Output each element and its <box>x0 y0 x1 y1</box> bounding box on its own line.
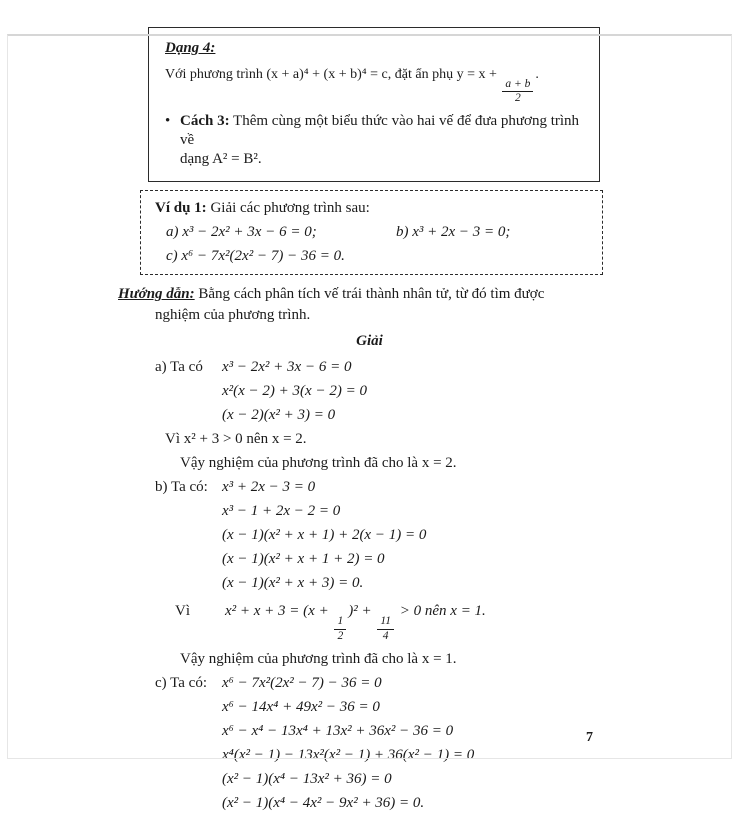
cach3-text: Thêm cùng một biểu thức vào hai vế để đưa phương trình về <box>180 113 580 149</box>
solution-c-eq-0: x⁶ − 7x²(2x² − 7) − 36 = 0 <box>222 674 382 691</box>
fraction-numerator: 1 <box>334 615 346 629</box>
solution-c-eq-4: (x² − 1)(x⁴ − 13x² + 36) = 0 <box>222 770 392 787</box>
dang4-formula-pre: Với phương trình (x + a)⁴ + (x + b)⁴ = c, đặt ẩn phụ y = x + <box>165 67 501 82</box>
solution-c-label: c) Ta có: <box>155 674 207 691</box>
solution-b-eq-3: (x − 1)(x² + x + 1 + 2) = 0 <box>222 551 385 568</box>
solution-a-eq-1: x²(x − 2) + 3(x − 2) = 0 <box>222 383 367 400</box>
solution-c-eq-2: x⁶ − x⁴ − 13x⁴ + 13x² + 36x² − 36 = 0 <box>222 722 454 739</box>
example-intro <box>155 198 588 219</box>
cach3-content <box>180 112 583 169</box>
dang4-box <box>148 27 600 182</box>
example-label: Ví dụ 1: <box>155 200 207 217</box>
dang4-heading <box>165 38 583 58</box>
fraction-numerator: 11 <box>377 615 394 629</box>
dang4-title: Dạng 4: <box>165 40 216 56</box>
solution-b-eq-2: (x − 1)(x² + x + 1) + 2(x − 1) = 0 <box>222 527 427 544</box>
fraction-1-over-2 <box>334 615 346 642</box>
guide-paragraph <box>118 284 630 326</box>
guide-line2: nghiệm của phương trình. <box>155 307 311 324</box>
solution-b-vi-formula <box>225 599 486 642</box>
example-eq-b: b) x³ + 2x − 3 = 0; <box>396 224 511 241</box>
solution-b-vi-label: Vì <box>175 603 190 620</box>
solution-a-eq-2: (x − 2)(x² + 3) = 0 <box>222 407 336 424</box>
cach3-line2: dạng A² = B². <box>180 151 262 168</box>
solution-c-eq-5: (x² − 1)(x⁴ − 4x² − 9x² + 36) = 0. <box>222 794 425 811</box>
page-number: 7 <box>586 730 593 745</box>
solution-b-vi-post: > 0 nên x = 1. <box>396 603 486 620</box>
solution-a-label: a) Ta có <box>155 359 203 376</box>
guide-text1: Bằng cách phân tích vế trái thành nhân tử, từ đó tìm được <box>194 286 545 303</box>
example-eq-a: a) x³ − 2x² + 3x − 6 = 0; <box>166 224 317 241</box>
fraction-11-over-4 <box>377 615 394 642</box>
solution-section <box>0 355 739 814</box>
solution-a-first-row <box>155 355 739 379</box>
solution-b-vi-mid: )² + <box>348 603 376 620</box>
solution-title: Giải <box>356 333 383 350</box>
solution-a-eq-0: x³ − 2x² + 3x − 6 = 0 <box>222 359 352 376</box>
fraction-denominator: 2 <box>337 629 344 642</box>
bullet-icon: • <box>165 113 171 130</box>
fraction-a-plus-b-over-2 <box>502 78 533 105</box>
solution-b-eq-0: x³ + 2x − 3 = 0 <box>222 479 316 496</box>
solution-c-first-row <box>155 671 739 695</box>
fraction-denominator: 2 <box>515 92 521 105</box>
example-eq-c: c) x⁶ − 7x²(2x² − 7) − 36 = 0. <box>166 248 345 265</box>
solution-b-conclusion: Vậy nghiệm của phương trình đã cho là x = 1. <box>180 650 457 667</box>
example-box <box>140 190 603 275</box>
solution-c-eq-1: x⁶ − 14x⁴ + 49x² − 36 = 0 <box>222 698 380 715</box>
solution-b-first-row <box>155 475 739 499</box>
cach3-row <box>165 112 583 169</box>
fraction-numerator: a + b <box>502 78 533 92</box>
guide-line1 <box>118 284 630 305</box>
cach3-label: Cách 3: <box>180 113 230 130</box>
example-equations-ab <box>155 222 588 243</box>
solution-b-eq-1: x³ − 1 + 2x − 2 = 0 <box>222 503 341 520</box>
solution-a-conclusion: Vậy nghiệm của phương trình đã cho là x = 2. <box>180 455 457 472</box>
solution-b-eq-4: (x − 1)(x² + x + 3) = 0. <box>222 575 364 592</box>
dang4-formula-line <box>165 63 583 105</box>
guide-label: Hướng dẫn: <box>118 286 195 303</box>
solution-a-vi: Vì x² + 3 > 0 nên x = 2. <box>165 431 307 448</box>
fraction-denominator: 4 <box>382 629 389 642</box>
solution-b-vi-pre: x² + x + 3 = (x + <box>225 603 333 620</box>
dang4-formula-post: . <box>535 67 539 82</box>
solution-b-vi-row <box>175 595 739 646</box>
example-intro-text: Giải các phương trình sau: <box>206 200 370 217</box>
solution-c-eq-3: x⁴(x² − 1) − 13x²(x² − 1) + 36(x² − 1) = 0 <box>222 746 475 763</box>
solution-b-label: b) Ta có: <box>155 479 208 496</box>
